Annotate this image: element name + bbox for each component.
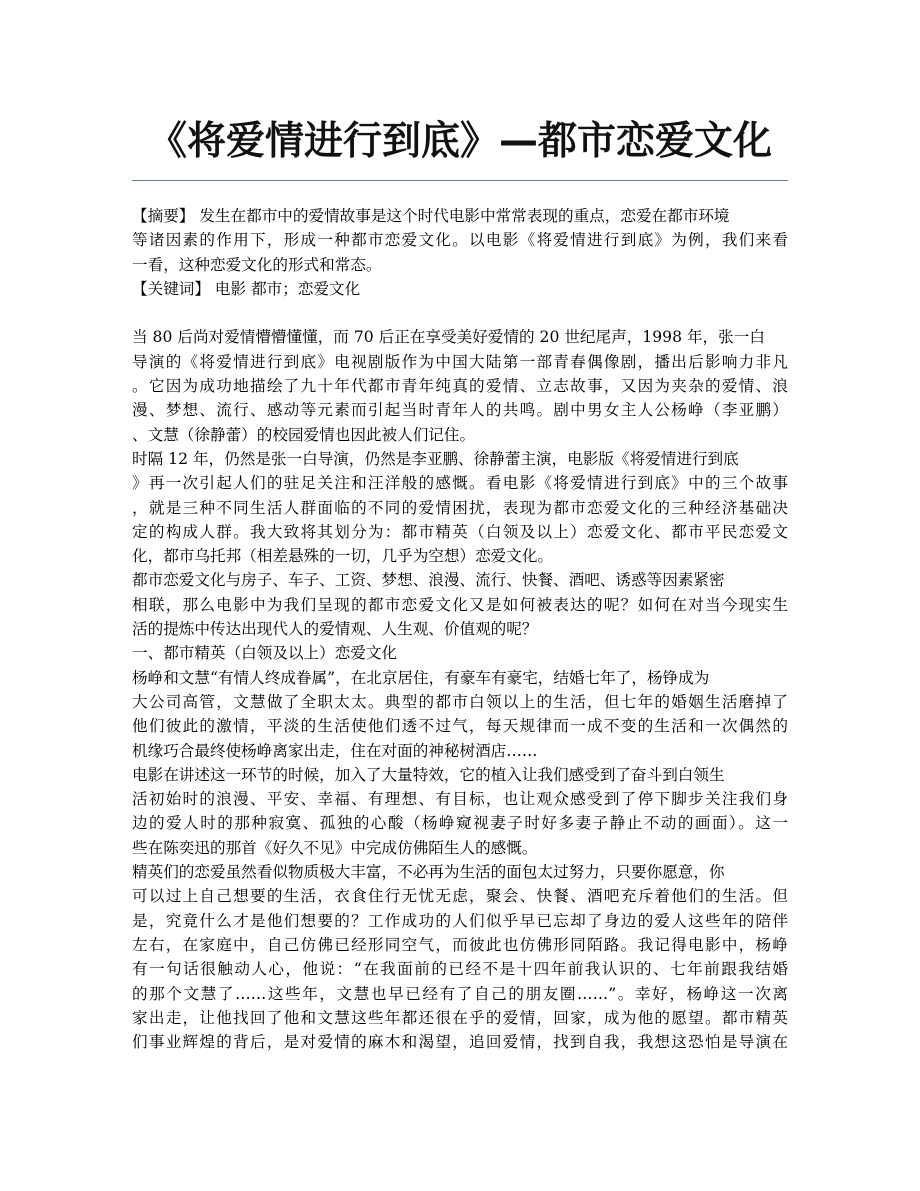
paragraph-line: 。它因为成功地描绘了九十年代都市青年纯真的爱情、立志故事，又因为夹杂的爱情、浪: [132, 377, 788, 396]
paragraph-line: 相联，那么电影中为我们呈现的都市恋爱文化又是如何被表达的呢？如何在对当今现实生: [132, 595, 788, 614]
abstract-line: 【摘要】 发生在都市中的爱情故事是这个时代电影中常常表现的重点，恋爱在都市环境: [132, 207, 730, 225]
section-heading: 一、都市精英（白领及以上）恋爱文化: [132, 644, 398, 663]
paragraph-line: ，就是三种不同生活人群面临的不同的爱情困扰，表现为都市恋爱文化的三种经济基础决: [132, 498, 788, 517]
paragraph-line: 、文慧（徐静蕾）的校园爱情也因此被人们记住。: [132, 425, 476, 444]
paragraph-line: 电影在讲述这一环节的时候，加入了大量特效，它的植入让我们感受到了奋斗到白领生: [132, 765, 725, 784]
paragraph-line: 定的构成人群。我大致将其划分为：都市精英（白领及以上）恋爱文化、都市平民恋爱文: [132, 522, 788, 541]
paragraph-line: 机缘巧合最终使杨峥离家出走，住在对面的神秘树酒店……: [132, 741, 538, 760]
paragraph-line: 时隔 12 年，仍然是张一白导演，仍然是李亚鹏、徐静蕾主演，电影版《将爱情进行到底: [132, 449, 739, 468]
paragraph-line: 可以过上自己想要的生活，衣食住行无忧无虑，聚会、快餐、酒吧充斥着他们的生活。但: [132, 887, 788, 906]
paragraph-line: 些在陈奕迅的那首《好久不见》中完成仿佛陌生人的感慨。: [132, 838, 538, 857]
paragraph-line: 漫、梦想、流行、感动等元素而引起当时青年人的共鸣。剧中男女主人公杨峥（李亚鹏）: [132, 401, 788, 420]
paragraph-line: 活的提炼中传达出现代人的爱情观、人生观、价值观的呢？: [132, 620, 538, 639]
paragraph-line: 精英们的恋爱虽然看似物质极大丰富，不必再为生活的面包太过努力，只要你愿意，你: [132, 863, 725, 882]
title-divider: [132, 180, 788, 181]
paragraph-line: 化，都市乌托邦（相差悬殊的一切，几乎为空想）恋爱文化。: [132, 547, 554, 566]
paragraph-line: 家出走，让他找回了他和文慧这些年都还很在乎的爱情，回家，成为他的愿望。都市精英: [132, 1008, 788, 1027]
paragraph-line: 是，究竟什么才是他们想要的？工作成功的人们似乎早已忘却了身边的爱人这些年的陪伴: [132, 911, 788, 930]
paragraph-line: 左右，在家庭中，自己仿佛已经形同空气，而彼此也仿佛形同陌路。我记得电影中，杨峥: [132, 935, 788, 954]
document-title: 《将爱情进行到底》—都市恋爱文化: [147, 119, 772, 164]
paragraph-line: 》再一次引起人们的驻足关注和汪洋般的感慨。看电影《将爱情进行到底》中的三个故事: [132, 474, 788, 493]
blank-line: [132, 301, 788, 325]
paragraph-line: 的那个文慧了……这些年，文慧也早已经有了自己的朋友圈……”。幸好，杨峥这一次离: [132, 984, 788, 1003]
paragraph-line: 导演的《将爱情进行到底》电视剧版作为中国大陆第一部青春偶像剧，播出后影响力非凡: [132, 352, 788, 371]
abstract-line: 一看，这种恋爱文化的形式和常态。: [132, 255, 382, 274]
paragraph-line: 有一句话很触动人心，他说：“在我面前的已经不是十四年前我认识的、七年前跟我结婚: [132, 960, 788, 979]
paragraph-line: 都市恋爱文化与房子、车子、工资、梦想、浪漫、流行、快餐、酒吧、诱惑等因素紧密: [132, 571, 725, 590]
paragraph-line: 活初始时的浪漫、平安、幸福、有理想、有目标，也让观众感受到了停下脚步关注我们身: [132, 790, 788, 809]
keywords-line: 【关键词】 电影 都市；恋爱文化: [132, 279, 361, 298]
paragraph-line: 杨峥和文慧“有情人终成眷属”，在北京居住，有豪车有豪宅，结婚七年了，杨铮成为: [132, 668, 710, 687]
abstract-line: 等诸因素的作用下，形成一种都市恋爱文化。以电影《将爱情进行到底》为例，我们来看: [132, 231, 788, 250]
document-body: [132, 204, 788, 1054]
paragraph-line: 边的爱人时的那种寂寞、孤独的心酸（杨峥窥视妻子时好多妻子静止不动的画面）。这一: [132, 814, 788, 833]
paragraph-line: 大公司高管，文慧做了全职太太。典型的都市白领以上的生活，但七年的婚姻生活磨掉了: [132, 692, 788, 711]
paragraph-line: 当 80 后尚对爱情懵懵懂懂，而 70 后正在享受美好爱情的 20 世纪尾声，1998 年，张一白: [132, 328, 765, 347]
paragraph-line: 他们彼此的激情，平淡的生活使他们透不过气，每天规律而一成不变的生活和一次偶然的: [132, 717, 788, 736]
paragraph-line: 们事业辉煌的背后，是对爱情的麻木和渴望，追回爱情，找到自我，我想这恐怕是导演在: [132, 1033, 788, 1052]
